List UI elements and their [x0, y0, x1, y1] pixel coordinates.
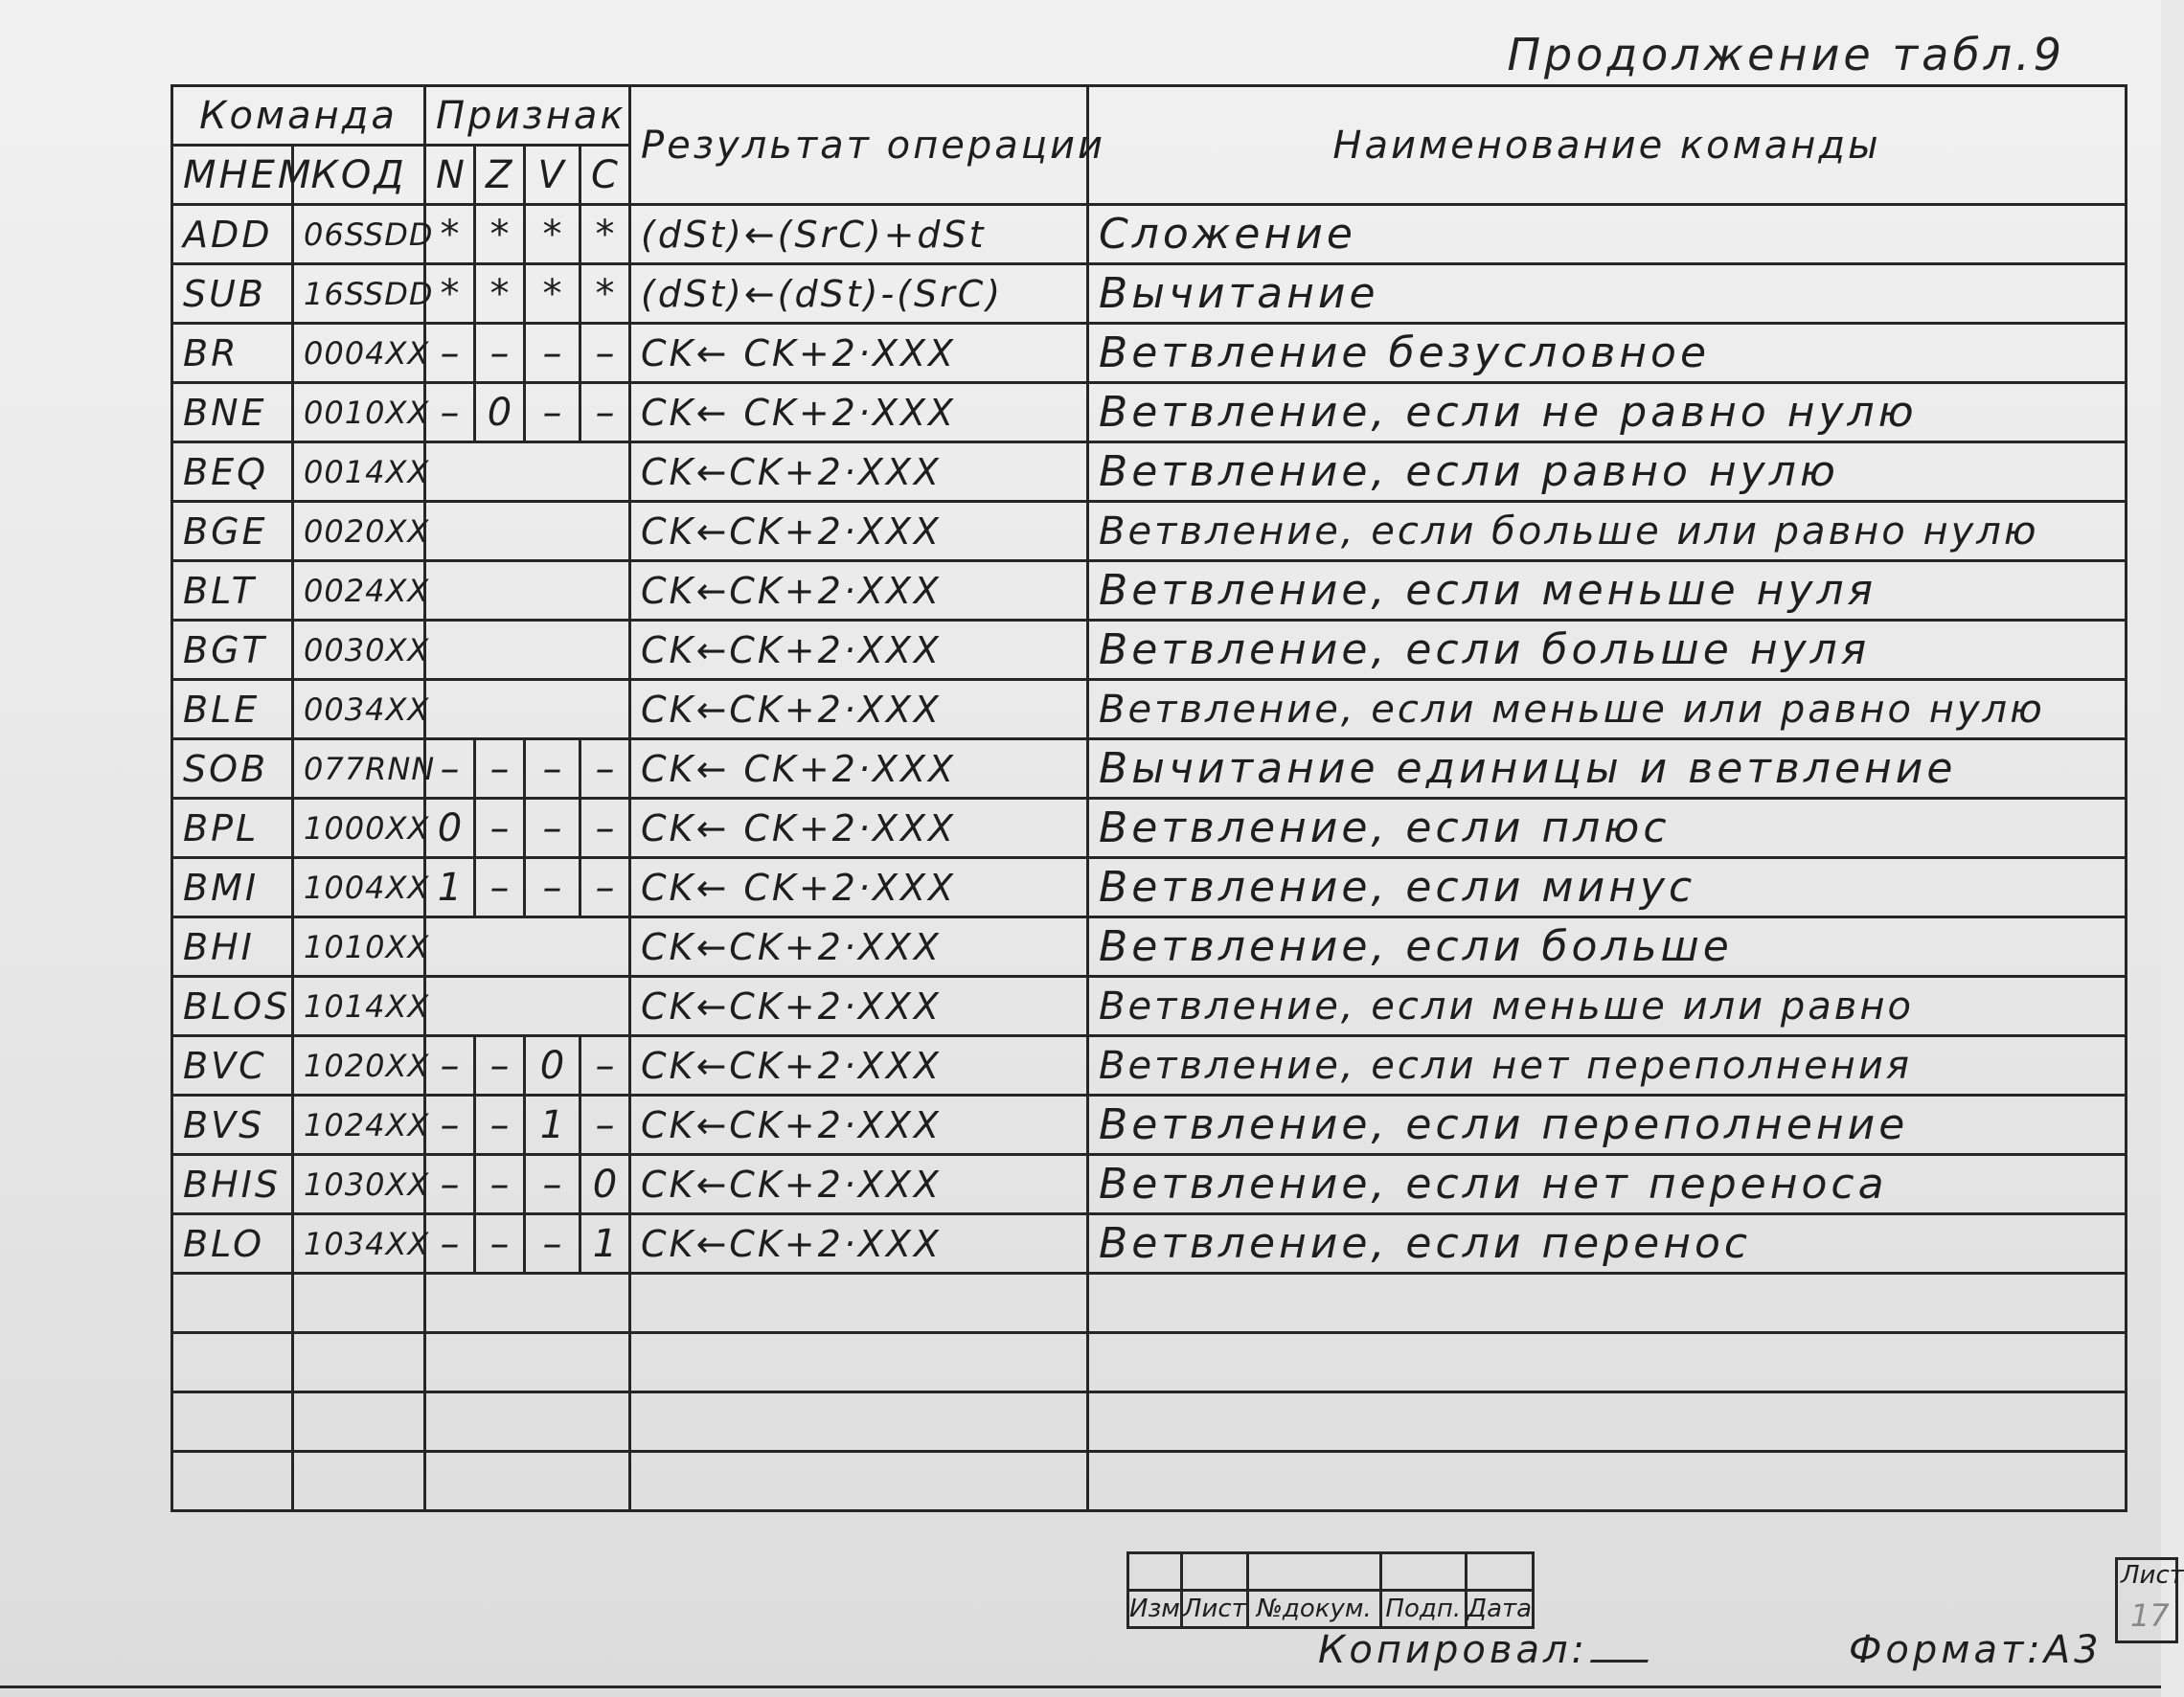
cell-flag-c: – — [580, 799, 630, 858]
table-row — [172, 1096, 2127, 1155]
empty-cell — [293, 1274, 425, 1333]
cell-result: CK← CK+2·XXX — [630, 383, 1088, 442]
cell-result: CK←CK+2·XXX — [630, 680, 1088, 739]
header-flag-c: C — [580, 146, 630, 205]
sheet-label: Лист — [2121, 1561, 2184, 1590]
cell-mnemonic: ADD — [172, 205, 293, 264]
cell-result: CK←CK+2·XXX — [630, 917, 1088, 977]
empty-cell — [293, 1333, 425, 1392]
cell-code: 1024XX — [293, 1096, 425, 1155]
cell-flag-c: – — [580, 383, 630, 442]
empty-cell — [293, 1392, 425, 1452]
empty-cell — [630, 1452, 1088, 1511]
table-row — [172, 205, 2127, 264]
format-label: Формат:А3 — [1849, 1628, 2103, 1672]
cell-name: Ветвление, если равно нулю — [1088, 442, 2127, 502]
cell-code: 0020XX — [293, 502, 425, 561]
title-block-stamp — [1126, 1551, 1535, 1629]
stamp-podp: Подп. — [1380, 1591, 1466, 1628]
table-row — [172, 680, 2127, 739]
cell-flags-empty — [425, 502, 630, 561]
cell-result: CK← CK+2·XXX — [630, 799, 1088, 858]
header-result: Результат операции — [630, 86, 1088, 205]
cell-mnemonic: BGE — [172, 502, 293, 561]
empty-cell — [425, 1274, 630, 1333]
cell-flag-z: 0 — [475, 383, 525, 442]
cell-flags-empty — [425, 442, 630, 502]
table-row — [172, 1155, 2127, 1214]
cell-flag-c: – — [580, 858, 630, 917]
empty-cell — [1088, 1333, 2127, 1392]
cell-flag-z: – — [475, 1155, 525, 1214]
cell-code: 0024XX — [293, 561, 425, 621]
cell-flag-v: – — [525, 799, 580, 858]
cell-flags-empty — [425, 917, 630, 977]
header-flag-n: N — [425, 146, 475, 205]
cell-mnemonic: BLOS — [172, 977, 293, 1036]
cell-result: CK←CK+2·XXX — [630, 1155, 1088, 1214]
cell-flag-n: * — [425, 205, 475, 264]
cell-flags-empty — [425, 977, 630, 1036]
empty-cell — [630, 1392, 1088, 1452]
cell-flags-empty — [425, 561, 630, 621]
table-row — [172, 977, 2127, 1036]
table-body — [172, 205, 2127, 1511]
header-mnem: МНЕМ — [172, 146, 293, 205]
cell-mnemonic: BEQ — [172, 442, 293, 502]
cell-mnemonic: SOB — [172, 739, 293, 799]
cell-result: CK← CK+2·XXX — [630, 739, 1088, 799]
cell-mnemonic: BMI — [172, 858, 293, 917]
empty-row — [172, 1452, 2127, 1511]
cell-flag-z: – — [475, 858, 525, 917]
cell-mnemonic: BLE — [172, 680, 293, 739]
cell-result: CK←CK+2·XXX — [630, 502, 1088, 561]
cell-name: Ветвление, если больше нуля — [1088, 621, 2127, 680]
cell-flag-v: * — [525, 264, 580, 324]
cell-flag-n: 1 — [425, 858, 475, 917]
cell-mnemonic: BR — [172, 324, 293, 383]
cell-flag-v: – — [525, 1214, 580, 1274]
table-row — [172, 1214, 2127, 1274]
cell-mnemonic: BVC — [172, 1036, 293, 1096]
cell-flag-n: – — [425, 739, 475, 799]
table-row — [172, 502, 2127, 561]
cell-result: CK←CK+2·XXX — [630, 1214, 1088, 1274]
cell-flag-z: – — [475, 1036, 525, 1096]
empty-cell — [425, 1392, 630, 1452]
table-row — [172, 383, 2127, 442]
cell-flag-c: * — [580, 205, 630, 264]
cell-code: 0030XX — [293, 621, 425, 680]
cell-result: CK← CK+2·XXX — [630, 858, 1088, 917]
empty-cell — [425, 1333, 630, 1392]
cell-flag-v: 0 — [525, 1036, 580, 1096]
cell-code: 1000XX — [293, 799, 425, 858]
empty-cell — [1088, 1452, 2127, 1511]
cell-flag-c: 0 — [580, 1155, 630, 1214]
cell-flag-z: * — [475, 264, 525, 324]
empty-cell — [1088, 1274, 2127, 1333]
copied-label: Копировал: — [1318, 1628, 1589, 1672]
cell-name: Ветвление, если меньше или равно нулю — [1088, 680, 2127, 739]
frame-bottom-line — [0, 1686, 2161, 1688]
cell-flag-n: – — [425, 383, 475, 442]
cell-flag-c: – — [580, 739, 630, 799]
header-command: Команда — [172, 86, 425, 146]
cell-flag-v: – — [525, 1155, 580, 1214]
stamp-ndokum: №докум. — [1247, 1591, 1380, 1628]
header-sign: Признак — [425, 86, 630, 146]
table-row — [172, 621, 2127, 680]
cell-result: CK← CK+2·XXX — [630, 324, 1088, 383]
cell-name: Ветвление, если переполнение — [1088, 1096, 2127, 1155]
cell-flag-z: – — [475, 1214, 525, 1274]
empty-cell — [172, 1452, 293, 1511]
cell-flag-z: – — [475, 799, 525, 858]
table-row — [172, 442, 2127, 502]
cell-mnemonic: BHI — [172, 917, 293, 977]
table-row — [172, 1036, 2127, 1096]
empty-cell — [172, 1333, 293, 1392]
cell-flag-n: 0 — [425, 799, 475, 858]
cell-result: (dSt)←(SrC)+dSt — [630, 205, 1088, 264]
cell-code: 1034XX — [293, 1214, 425, 1274]
empty-cell — [630, 1333, 1088, 1392]
cell-flag-n: – — [425, 1036, 475, 1096]
table-row — [172, 561, 2127, 621]
empty-cell — [1088, 1392, 2127, 1452]
cell-code: 1014XX — [293, 977, 425, 1036]
cell-name: Ветвление, если больше — [1088, 917, 2127, 977]
cell-flag-n: * — [425, 264, 475, 324]
stamp-list: Лист — [1181, 1591, 1247, 1628]
cell-result: CK←CK+2·XXX — [630, 1036, 1088, 1096]
cell-flag-c: * — [580, 264, 630, 324]
cell-name: Вычитание единицы и ветвление — [1088, 739, 2127, 799]
cell-flag-n: – — [425, 1096, 475, 1155]
cell-name: Ветвление, если плюс — [1088, 799, 2127, 858]
empty-row — [172, 1333, 2127, 1392]
cell-flag-v: – — [525, 383, 580, 442]
table-row — [172, 858, 2127, 917]
cell-flag-v: – — [525, 739, 580, 799]
cell-name: Ветвление, если нет переполнения — [1088, 1036, 2127, 1096]
cell-flag-n: – — [425, 1155, 475, 1214]
cell-name: Ветвление, если нет переноса — [1088, 1155, 2127, 1214]
cell-flags-empty — [425, 680, 630, 739]
copied-by — [1318, 1628, 1651, 1672]
empty-cell — [172, 1274, 293, 1333]
cell-flag-v: * — [525, 205, 580, 264]
cell-flag-v: 1 — [525, 1096, 580, 1155]
stamp-data: Дата — [1466, 1591, 1533, 1628]
cell-result: (dSt)←(dSt)-(SrC) — [630, 264, 1088, 324]
cell-name: Ветвление, если не равно нулю — [1088, 383, 2127, 442]
cell-name: Сложение — [1088, 205, 2127, 264]
cell-flag-z: – — [475, 1096, 525, 1155]
cell-flags-empty — [425, 621, 630, 680]
cell-mnemonic: BNE — [172, 383, 293, 442]
cell-code: 1030XX — [293, 1155, 425, 1214]
cell-name: Ветвление, если минус — [1088, 858, 2127, 917]
continuation-title: Продолжение табл.9 — [1507, 29, 2065, 80]
cell-flag-n: – — [425, 324, 475, 383]
sheet-number: 17 — [2130, 1597, 2170, 1634]
cell-code: 16SSDD — [293, 264, 425, 324]
cell-name: Ветвление, если перенос — [1088, 1214, 2127, 1274]
empty-cell — [425, 1452, 630, 1511]
cell-flag-c: – — [580, 324, 630, 383]
cell-flag-v: – — [525, 858, 580, 917]
cell-code: 0014XX — [293, 442, 425, 502]
cell-mnemonic: BHIS — [172, 1155, 293, 1214]
cell-mnemonic: BPL — [172, 799, 293, 858]
stamp-izm: Изм — [1128, 1591, 1182, 1628]
header-name: Наименование команды — [1088, 86, 2127, 205]
table-row — [172, 917, 2127, 977]
cell-result: CK←CK+2·XXX — [630, 442, 1088, 502]
empty-cell — [630, 1274, 1088, 1333]
cell-code: 1004XX — [293, 858, 425, 917]
cell-name: Ветвление безусловное — [1088, 324, 2127, 383]
empty-row — [172, 1392, 2127, 1452]
empty-cell — [172, 1392, 293, 1452]
cell-flag-n: – — [425, 1214, 475, 1274]
cell-name: Вычитание — [1088, 264, 2127, 324]
header-flag-v: V — [525, 146, 580, 205]
cell-result: CK←CK+2·XXX — [630, 977, 1088, 1036]
empty-row — [172, 1274, 2127, 1333]
cell-code: 0034XX — [293, 680, 425, 739]
cell-mnemonic: BLT — [172, 561, 293, 621]
cell-result: CK←CK+2·XXX — [630, 561, 1088, 621]
cell-name: Ветвление, если меньше или равно — [1088, 977, 2127, 1036]
cell-code: 06SSDD — [293, 205, 425, 264]
cell-flag-c: 1 — [580, 1214, 630, 1274]
cell-mnemonic: SUB — [172, 264, 293, 324]
cell-flag-z: * — [475, 205, 525, 264]
cell-flag-c: – — [580, 1096, 630, 1155]
header-flag-z: Z — [475, 146, 525, 205]
table-row — [172, 324, 2127, 383]
table-row — [172, 739, 2127, 799]
cell-code: 0004XX — [293, 324, 425, 383]
command-table — [171, 84, 2127, 1512]
cell-mnemonic: BVS — [172, 1096, 293, 1155]
table-row — [172, 264, 2127, 324]
cell-flag-v: – — [525, 324, 580, 383]
cell-mnemonic: BGT — [172, 621, 293, 680]
cell-code: 077RNN — [293, 739, 425, 799]
cell-name: Ветвление, если меньше нуля — [1088, 561, 2127, 621]
cell-result: CK←CK+2·XXX — [630, 1096, 1088, 1155]
cell-mnemonic: BLO — [172, 1214, 293, 1274]
cell-flag-z: – — [475, 324, 525, 383]
cell-flag-c: – — [580, 1036, 630, 1096]
cell-name: Ветвление, если больше или равно нулю — [1088, 502, 2127, 561]
cell-flag-z: – — [475, 739, 525, 799]
cell-result: CK←CK+2·XXX — [630, 621, 1088, 680]
cell-code: 1020XX — [293, 1036, 425, 1096]
empty-cell — [293, 1452, 425, 1511]
cell-code: 0010XX — [293, 383, 425, 442]
table-row — [172, 799, 2127, 858]
header-code: КОД — [293, 146, 425, 205]
cell-code: 1010XX — [293, 917, 425, 977]
signature-mark — [1590, 1640, 1655, 1663]
